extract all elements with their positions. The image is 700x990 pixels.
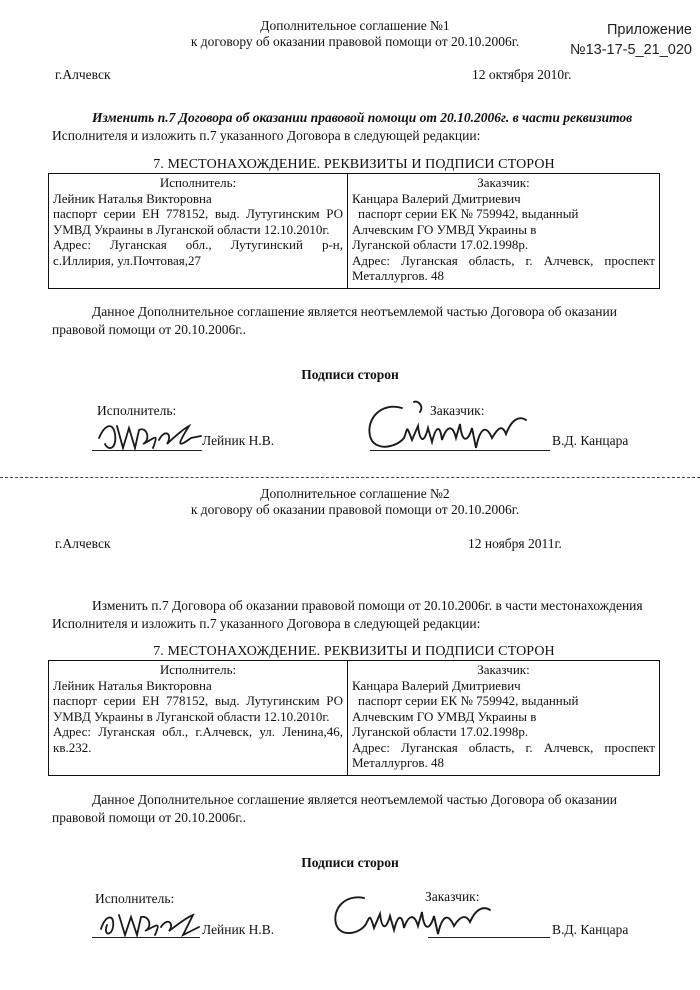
intro-line-1: Изменить п.7 Договора об оказании правовой помощи от 20.10.2006г. в части реквизитов: [92, 110, 633, 125]
agreement-title: Дополнительное соглашение №1: [260, 18, 450, 33]
customer-header: Заказчик:: [477, 175, 530, 190]
agreement-intro: [52, 109, 666, 145]
customer-address: Адрес: Луганская область, г. Алчевск, проспект Металлургов. 48: [352, 252, 655, 283]
closing-line-2: правовой помощи от 20.10.2006г..: [52, 322, 246, 337]
customer-passport-1: паспорт серии ЕК № 759942, выданный: [358, 206, 579, 221]
requisites-table: [48, 660, 660, 776]
closing-paragraph: [52, 791, 666, 827]
executor-cell: [49, 174, 348, 289]
intro-line-2: Исполнителя и изложить п.7 указанного Договора в следующей редакции:: [52, 128, 481, 143]
customer-signature: [362, 398, 542, 458]
customer-passport-2: Алчевским ГО УМВД Украины в: [352, 221, 537, 237]
cut-divider: [0, 477, 700, 478]
customer-sig-name: В.Д. Канцара: [552, 433, 629, 448]
agreement-subtitle: к договору об оказании правовой помощи от 20.10.2006г.: [190, 502, 520, 517]
customer-passport-1: паспорт серии ЕК № 759942, выданный: [358, 693, 579, 708]
customer-header: Заказчик:: [477, 662, 530, 677]
customer-sig-name: В.Д. Канцара: [552, 922, 629, 937]
intro-line-1: Изменить п.7 Договора об оказании правовой помощи от 20.10.2006г. в части местонахождения: [92, 598, 643, 613]
closing-paragraph: [52, 303, 666, 339]
customer-cell: [348, 174, 660, 289]
executor-cell: [49, 661, 348, 776]
executor-header: Исполнитель:: [159, 662, 237, 677]
section-title: 7. МЕСТОНАХОЖДЕНИЕ. РЕКВИЗИТЫ И ПОДПИСИ СТОРОН: [153, 644, 555, 659]
agreement-date: 12 ноября 2011г.: [468, 536, 562, 551]
customer-cell: [348, 661, 660, 776]
executor-passport: паспорт серии ЕН 778152, выд. Лутугинским РО УМВД Украины в Луганской области 12.10.2010г.: [53, 693, 343, 724]
executor-label: Исполнитель:: [97, 403, 177, 418]
agreement-city: г.Алчевск: [55, 67, 111, 82]
signatures-title: Подписи сторон: [301, 855, 399, 870]
agreement-city: г.Алчевск: [55, 536, 111, 551]
customer-signature: [328, 890, 498, 944]
closing-line-1: Данное Дополнительное соглашение является неотъемлемой частью Договора об оказании: [92, 792, 617, 807]
executor-header: Исполнитель:: [159, 175, 237, 190]
executor-signature: [95, 418, 205, 458]
signatures-title: Подписи сторон: [301, 367, 399, 382]
customer-name: Канцара Валерий Дмитриевич: [352, 190, 521, 206]
executor-signature: [95, 905, 205, 945]
annex-line-2: №13-17-5_21_020: [570, 42, 692, 58]
executor-sig-name: Лейник Н.В.: [202, 922, 275, 937]
customer-address: Адрес: Луганская область, г. Алчевск, проспект Металлургов. 48: [352, 739, 655, 770]
customer-passport-2: Алчевским ГО УМВД Украины в: [352, 708, 537, 724]
annex-label: [522, 20, 692, 60]
annex-line-1: Приложение: [606, 22, 692, 38]
executor-name: Лейник Наталья Викторовна: [53, 190, 212, 206]
customer-label: Заказчик:: [425, 889, 480, 904]
agreement-date: 12 октября 2010г.: [472, 67, 572, 82]
executor-address: Адрес: Луганская обл., г.Алчевск, ул. Ленина,46, кв.232.: [53, 724, 343, 755]
intro-line-2: Исполнителя и изложить п.7 указанного Договора в следующей редакции:: [52, 616, 481, 631]
section-title: 7. МЕСТОНАХОЖДЕНИЕ. РЕКВИЗИТЫ И ПОДПИСИ СТОРОН: [153, 157, 555, 172]
requisites-table: [48, 173, 660, 289]
agreement-intro: [52, 597, 666, 633]
executor-address: Адрес: Луганская обл., Лутугинский р-н, с.Иллирия, ул.Почтовая,27: [53, 237, 343, 268]
closing-line-2: правовой помощи от 20.10.2006г..: [52, 810, 246, 825]
closing-line-1: Данное Дополнительное соглашение является неотъемлемой частью Договора об оказании: [92, 304, 617, 319]
executor-label: Исполнитель:: [95, 891, 175, 906]
agreement-subtitle: к договору об оказании правовой помощи от 20.10.2006г.: [190, 34, 520, 49]
agreement-title: Дополнительное соглашение №2: [260, 486, 450, 501]
customer-passport-3: Луганской области 17.02.1998р.: [352, 237, 529, 252]
executor-sig-name: Лейник Н.В.: [202, 433, 275, 448]
executor-name: Лейник Наталья Викторовна: [53, 677, 212, 693]
customer-name: Канцара Валерий Дмитриевич: [352, 677, 521, 693]
executor-passport: паспорт серии ЕН 778152, выд. Лутугинским РО УМВД Украины в Луганской области 12.10.2010г.: [53, 206, 343, 237]
customer-passport-3: Луганской области 17.02.1998р.: [352, 724, 529, 739]
customer-label: Заказчик:: [430, 403, 485, 418]
